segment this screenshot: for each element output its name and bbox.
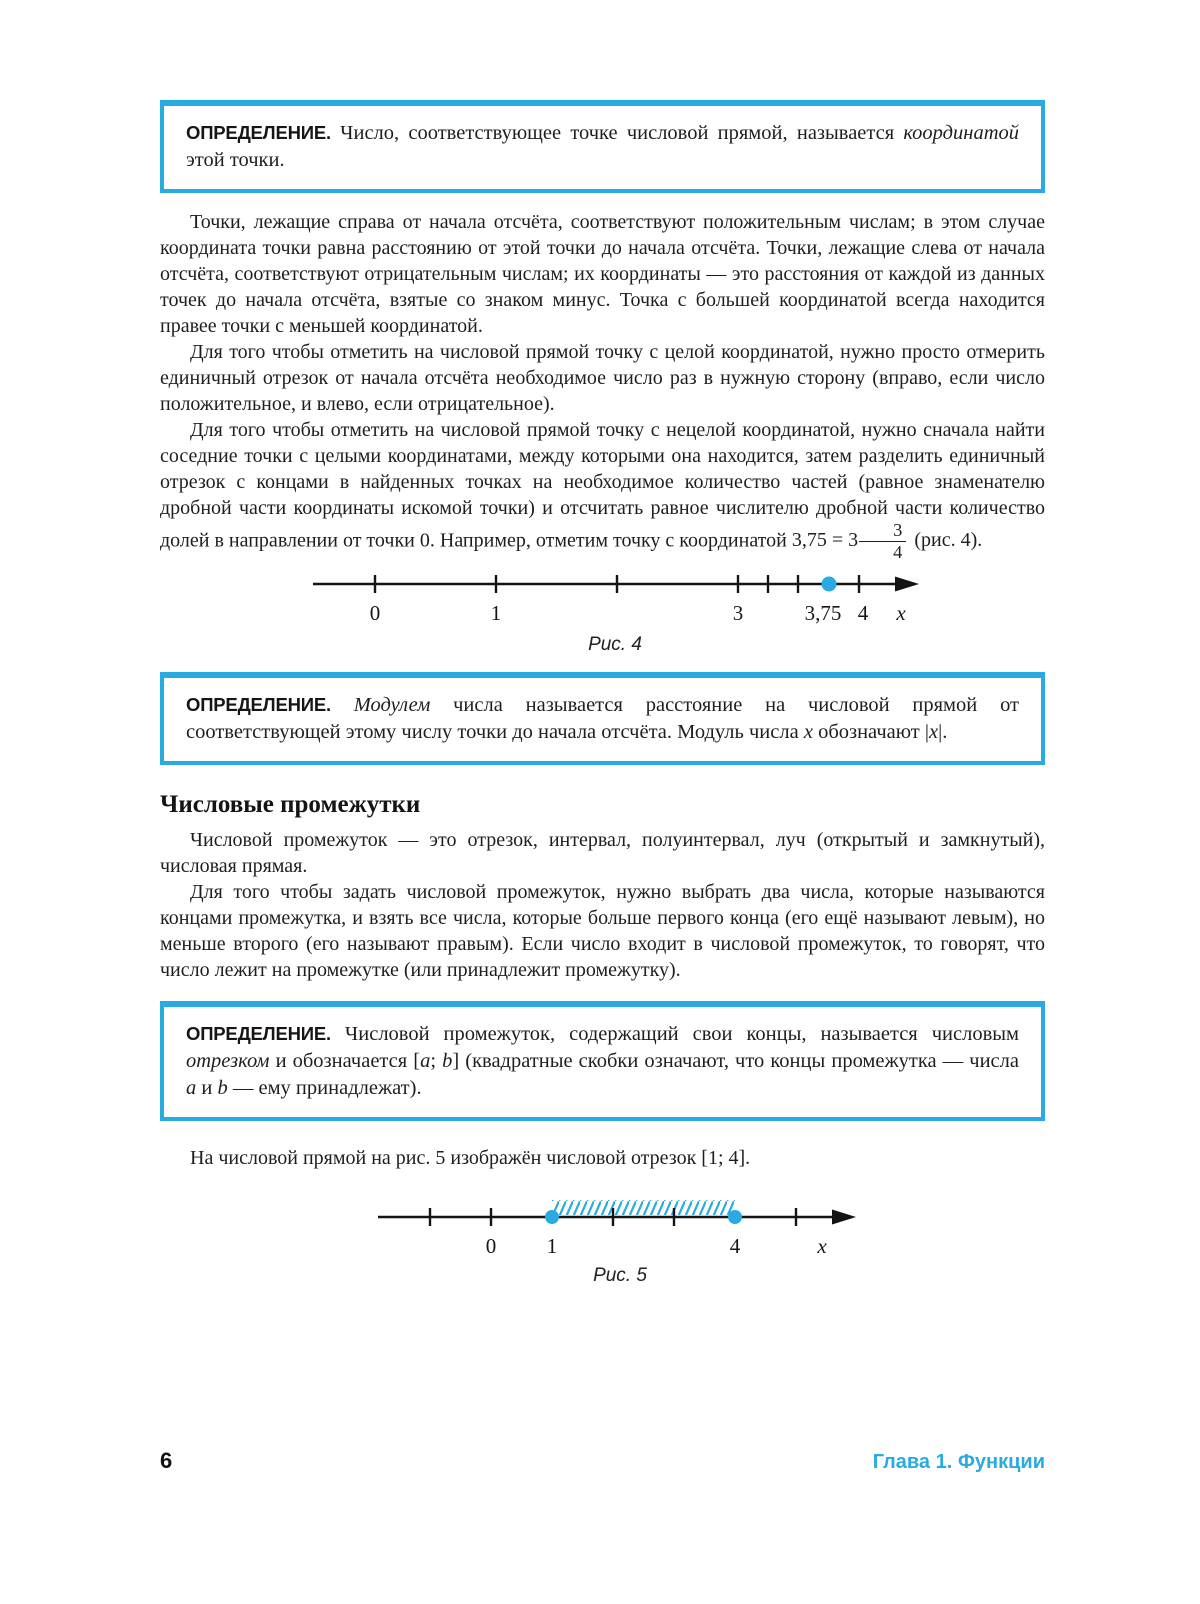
formula-mixed-number [791,520,983,562]
math-var-b: b [217,1076,228,1099]
fraction [859,521,906,562]
paragraph-points-right-left: Точки, лежащие справа от начала отсчёта, соответствуют положительным числам; в этом случае координата точки равна расстоянию от этой точки до начала отсчёта. Точки, лежащие слева от начала отсчёта, соответствуют отрицательным числам; их координаты — это расстояния от каждой из данных точек до начала отсчёта, взятые со знаком минус. Точка с большей координатой всегда находится правее точки с меньшей координатой. [160,211,1045,337]
fraction-numerator: 3 [859,521,906,542]
definition-term: отрезком [186,1049,270,1072]
body-text-block-1 [160,209,1045,562]
paragraph-text: Для того чтобы отметить на числовой прямой точку с нецелой координатой, нужно сначала найти соседние точки с целыми координатами, между которыми она находится, затем разделить единичный отрезок с концами в найденных точках на необходимое количество частей (равное знаменателю дробной части координаты искомой точки) и отсчитать равное числителю дробной части количество долей в направлении от точки 0. Например, отметим точку с координатой [160,419,1045,552]
axis-label-x: x [896,600,906,625]
definition-segment: числа называется расстояние на числовой прямой от соответствующей этому числу точки до начала отсчёта. Модуль числа [186,693,1020,743]
figure-5-caption: Рис. 5 [593,1264,647,1286]
tick-label-3: 3 [732,600,744,625]
definition-label: ОПРЕДЕЛЕНИЕ. [186,1022,331,1044]
definition-box-segment [160,1001,1045,1121]
formula-suffix: (рис. 4). [909,529,983,552]
fraction-denominator: 4 [893,541,903,562]
tick-label-4: 4 [857,600,869,625]
definition-segment: и обозначается [ [269,1049,421,1072]
axis-label-x: x [817,1233,827,1258]
definition-text [186,1020,1019,1102]
figure-4-number-line [305,564,925,628]
paragraph-noninteger-coordinate [160,417,1045,562]
tick-label-0: 0 [369,600,381,625]
point-dot-3-75 [822,576,837,591]
paragraph-segment-example: На числовой прямой на рис. 5 изображён числовой отрезок [1; 4]. [190,1146,751,1169]
page-number: 6 [160,1448,173,1473]
definition-segment: — ему принадлежат). [227,1076,422,1099]
definition-segment: |. [938,720,948,743]
math-var-a: a [186,1076,197,1099]
section-heading: Числовые промежутки [160,790,421,818]
chapter-title: Глава 1. Функции [872,1451,1045,1473]
formula-prefix: 3,75 = 3 [791,529,859,552]
definition-segment: и [196,1076,218,1099]
definition-box-coordinate [160,100,1045,193]
tick-label-1: 1 [546,1233,558,1258]
figure-4 [305,564,925,656]
definition-box-modulus [160,672,1045,765]
figure-5-number-line [370,1185,870,1259]
definition-label: ОПРЕДЕЛЕНИЕ. [186,693,331,715]
body-text-block-2 [160,827,1045,983]
axis-arrowhead [832,1209,856,1224]
paragraph-integer-coordinate: Для того чтобы отметить на числовой прямой точку с целой координатой, нужно просто отмерить единичный отрезок от начала отсчёта необходимое число раз в нужную сторону (вправо, если число положительное, и влево, если отрицательное). [160,341,1045,415]
axis-arrowhead [895,576,919,591]
body-text-block-3 [160,1145,1045,1171]
endpoint-dot-4 [728,1210,742,1224]
figure-5 [370,1185,870,1287]
definition-segment: ; [430,1049,443,1072]
definition-text [186,691,1019,746]
tick-label-1: 1 [490,600,502,625]
math-var-b: b [442,1049,453,1072]
page-footer [160,1448,1045,1474]
paragraph-interval-definition: Для того чтобы задать числовой промежуток, нужно выбрать два числа, которые называются концами промежутка, и взять все числа, которые больше первого конца (его ещё называют левым), но меньше второго (его называют правым). Если число входит в числовой промежуток, то говорят, что число лежит на промежутке (или принадлежит промежутку). [160,880,1045,981]
tick-label-3-75: 3,75 [804,600,842,625]
math-var-a: a [420,1049,431,1072]
definition-term: координатой [903,122,1019,144]
paragraph-interval-types: Числовой промежуток — это отрезок, интервал, полуинтервал, луч (открытый и замкнутый), числовая прямая. [160,828,1045,877]
definition-segment: этой точки. [186,149,285,171]
definition-segment: обозначают | [812,720,929,743]
tick-label-4: 4 [729,1233,741,1258]
definition-segment: Числовой промежуток, содержащий свои концы, называется числовым [330,1022,1019,1045]
endpoint-dot-1 [545,1210,559,1224]
definition-segment: ] (квадратные скобки означают, что концы промежутка — числа [452,1049,1019,1072]
definition-term: Модулем [353,693,431,716]
tick-label-0: 0 [485,1233,497,1258]
definition-text [186,119,1019,174]
math-var-x: x [928,720,939,743]
textbook-page [160,0,1045,1473]
math-var-x: x [803,720,813,743]
definition-segment [331,694,354,716]
hatch-band-segment [552,1200,735,1215]
figure-4-caption: Рис. 4 [588,633,642,655]
definition-label: ОПРЕДЕЛЕНИЕ. [186,122,331,143]
definition-segment: Число, соответствующее точке числовой прямой, называется [330,122,904,144]
